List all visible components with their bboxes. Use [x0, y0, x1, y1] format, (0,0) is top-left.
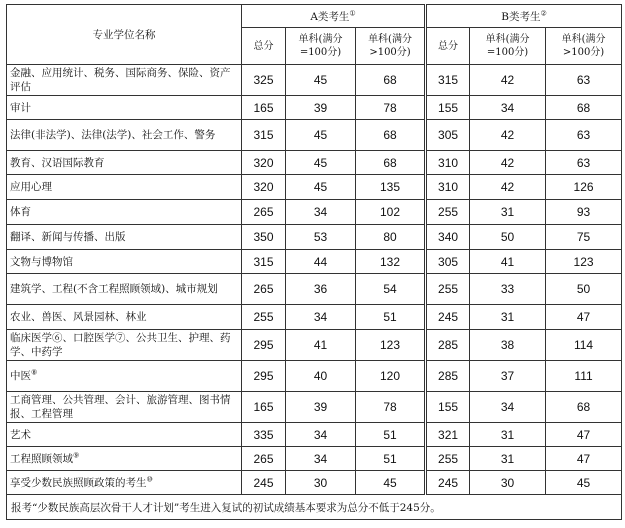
row-program-name [7, 250, 242, 274]
table-row [7, 361, 622, 392]
cell-b-total: 310 [426, 175, 470, 200]
cell-a-sgt100: 68 [356, 151, 426, 175]
cell-a-sgt100: 51 [356, 305, 426, 330]
row-program-name-text: 教育、汉语国际教育 [10, 156, 105, 169]
header-a-total: 总分 [242, 28, 286, 65]
header-group-b [426, 5, 622, 28]
row-program-name [7, 423, 242, 447]
row-program-name [7, 392, 242, 423]
row-program-name-text: 应用心理 [10, 181, 52, 193]
table-row [7, 471, 622, 495]
row-program-name [7, 151, 242, 175]
group-b-footnote-mark: ② [540, 9, 547, 17]
cell-a-s100: 53 [286, 225, 356, 250]
cell-a-s100: 45 [286, 151, 356, 175]
table-row [7, 330, 622, 361]
header-b-single-gt100-line2: >100分) [562, 47, 605, 58]
cell-b-total: 305 [426, 250, 470, 274]
cell-a-sgt100: 78 [356, 96, 426, 120]
cell-b-sgt100: 126 [546, 175, 622, 200]
cell-b-s100: 42 [470, 65, 546, 96]
table-row [7, 151, 622, 175]
cell-a-s100: 34 [286, 305, 356, 330]
row-program-name [7, 471, 242, 495]
row-program-name [7, 225, 242, 250]
cell-a-s100: 45 [286, 120, 356, 151]
cell-b-sgt100: 47 [546, 447, 622, 471]
cell-a-s100: 34 [286, 200, 356, 225]
row-program-name-text: 中医 [10, 370, 31, 382]
cell-a-sgt100: 132 [356, 250, 426, 274]
cell-a-sgt100: 135 [356, 175, 426, 200]
header-b-total: 总分 [426, 28, 470, 65]
cell-a-s100: 45 [286, 175, 356, 200]
header-a-single-100-line2: =100分) [299, 47, 342, 58]
row-program-name [7, 274, 242, 305]
cell-b-total: 315 [426, 65, 470, 96]
header-b-single-100 [470, 28, 546, 65]
cell-b-sgt100: 47 [546, 423, 622, 447]
table-row [7, 175, 622, 200]
cell-b-sgt100: 68 [546, 392, 622, 423]
cell-b-total: 255 [426, 274, 470, 305]
row-footnote-mark: ⑧ [31, 368, 38, 377]
header-a-single-100 [286, 28, 356, 65]
cell-a-sgt100: 54 [356, 274, 426, 305]
cell-b-sgt100: 63 [546, 120, 622, 151]
cell-b-s100: 42 [470, 151, 546, 175]
cell-a-total: 315 [242, 250, 286, 274]
cell-a-total: 295 [242, 330, 286, 361]
cell-a-total: 325 [242, 65, 286, 96]
header-a-single-gt100-line2: >100分) [369, 47, 411, 58]
cell-a-total: 335 [242, 423, 286, 447]
row-program-name-text: 工商管理、公共管理、会计、旅游管理、图书情报、工程管理 [10, 394, 231, 420]
row-program-name [7, 361, 242, 392]
note-text: 报考“少数民族高层次骨干人才计划”考生进入复试的初试成绩基本要求为总分不低于245分。 [7, 495, 622, 520]
cell-a-s100: 34 [286, 423, 356, 447]
cell-b-s100: 42 [470, 120, 546, 151]
cell-b-sgt100: 114 [546, 330, 622, 361]
table-row [7, 65, 622, 96]
cell-b-sgt100: 50 [546, 274, 622, 305]
cell-b-s100: 50 [470, 225, 546, 250]
cell-a-total: 320 [242, 175, 286, 200]
cell-b-s100: 31 [470, 447, 546, 471]
header-b-single-gt100-line1: 单科(满分 [561, 34, 606, 45]
cell-b-s100: 31 [470, 423, 546, 447]
cell-a-s100: 40 [286, 361, 356, 392]
header-name-column: 专业学位名称 [7, 5, 242, 65]
row-program-name-text: 体育 [10, 206, 31, 218]
table-row [7, 96, 622, 120]
cell-b-total: 255 [426, 447, 470, 471]
row-program-name-text: 文物与博物馆 [10, 255, 73, 268]
group-a-footnote-mark: ① [349, 9, 356, 17]
cell-b-total: 285 [426, 330, 470, 361]
header-row-groups [7, 5, 622, 28]
cell-b-s100: 42 [470, 175, 546, 200]
cell-b-s100: 34 [470, 96, 546, 120]
cell-b-s100: 31 [470, 305, 546, 330]
table-row [7, 305, 622, 330]
cell-b-s100: 34 [470, 392, 546, 423]
cell-b-sgt100: 68 [546, 96, 622, 120]
cell-a-total: 315 [242, 120, 286, 151]
cell-a-s100: 39 [286, 392, 356, 423]
row-program-name [7, 65, 242, 96]
cell-b-total: 285 [426, 361, 470, 392]
header-b-single-100-line2: =100分) [486, 47, 529, 58]
header-a-single-gt100 [356, 28, 426, 65]
row-program-name [7, 447, 242, 471]
table-row [7, 392, 622, 423]
row-program-name [7, 175, 242, 200]
row-program-name [7, 330, 242, 361]
row-program-name-text: 农业、兽医、风景园林、林业 [10, 311, 147, 323]
cell-a-sgt100: 78 [356, 392, 426, 423]
row-footnote-mark: ⑨ [73, 451, 80, 459]
row-program-name-text: 艺术 [10, 428, 31, 441]
row-program-name [7, 96, 242, 120]
cell-b-total: 255 [426, 200, 470, 225]
cell-a-s100: 36 [286, 274, 356, 305]
table-row [7, 447, 622, 471]
cell-a-sgt100: 102 [356, 200, 426, 225]
table-row [7, 274, 622, 305]
cell-a-sgt100: 120 [356, 361, 426, 392]
header-group-a [242, 5, 426, 28]
row-program-name-text: 翻译、新闻与传播、出版 [10, 231, 126, 243]
cell-a-total: 165 [242, 96, 286, 120]
cell-a-sgt100: 68 [356, 65, 426, 96]
row-footnote-mark: ⑩ [146, 475, 153, 483]
table-row [7, 225, 622, 250]
cell-a-s100: 39 [286, 96, 356, 120]
row-program-name [7, 305, 242, 330]
cell-b-total: 245 [426, 305, 470, 330]
cell-b-s100: 38 [470, 330, 546, 361]
cell-a-total: 265 [242, 274, 286, 305]
table-row [7, 250, 622, 274]
header-a-single-100-line1: 单科(满分 [298, 34, 343, 45]
row-program-name-text: 法律(非法学)、法律(法学)、社会工作、警务 [10, 129, 216, 141]
cell-b-total: 340 [426, 225, 470, 250]
cell-a-total: 265 [242, 447, 286, 471]
cell-a-sgt100: 51 [356, 447, 426, 471]
cell-b-s100: 41 [470, 250, 546, 274]
cell-a-s100: 45 [286, 65, 356, 96]
row-program-name-text: 金融、应用统计、税务、国际商务、保险、资产评估 [10, 67, 231, 93]
score-requirements-table [6, 4, 622, 520]
row-program-name-text: 享受少数民族照顾政策的考生 [10, 476, 147, 489]
group-b-label: B类考生 [501, 10, 541, 23]
table-row [7, 120, 622, 151]
cell-b-sgt100: 111 [546, 361, 622, 392]
cell-a-s100: 30 [286, 471, 356, 495]
cell-a-total: 350 [242, 225, 286, 250]
header-a-single-gt100-line1: 单科(满分 [368, 34, 412, 45]
cell-a-total: 165 [242, 392, 286, 423]
cell-b-sgt100: 75 [546, 225, 622, 250]
cell-b-total: 321 [426, 423, 470, 447]
cell-b-total: 155 [426, 96, 470, 120]
cell-b-sgt100: 123 [546, 250, 622, 274]
row-program-name-text: 工程照顾领域 [10, 452, 73, 465]
cell-b-total: 155 [426, 392, 470, 423]
cell-b-s100: 30 [470, 471, 546, 495]
cell-a-s100: 34 [286, 447, 356, 471]
cell-b-total: 310 [426, 151, 470, 175]
cell-b-sgt100: 63 [546, 65, 622, 96]
cell-b-sgt100: 45 [546, 471, 622, 495]
cell-a-s100: 44 [286, 250, 356, 274]
header-b-single-gt100 [546, 28, 622, 65]
cell-b-s100: 31 [470, 200, 546, 225]
row-program-name-text: 临床医学⑥、口腔医学⑦、公共卫生、护理、药学、中药学 [10, 332, 231, 358]
cell-a-sgt100: 80 [356, 225, 426, 250]
cell-a-total: 320 [242, 151, 286, 175]
cell-a-sgt100: 51 [356, 423, 426, 447]
cell-a-sgt100: 68 [356, 120, 426, 151]
cell-a-s100: 41 [286, 330, 356, 361]
cell-b-s100: 33 [470, 274, 546, 305]
cell-a-sgt100: 45 [356, 471, 426, 495]
table-body [7, 65, 622, 495]
row-program-name [7, 120, 242, 151]
cell-a-total: 245 [242, 471, 286, 495]
cell-b-s100: 37 [470, 361, 546, 392]
note-row [7, 495, 622, 520]
cell-b-total: 305 [426, 120, 470, 151]
cell-b-sgt100: 93 [546, 200, 622, 225]
group-a-label: A类考生 [310, 10, 350, 23]
row-program-name [7, 200, 242, 225]
table-row [7, 200, 622, 225]
cell-a-total: 255 [242, 305, 286, 330]
cell-b-sgt100: 63 [546, 151, 622, 175]
cell-a-total: 265 [242, 200, 286, 225]
table-row [7, 423, 622, 447]
cell-b-sgt100: 47 [546, 305, 622, 330]
cell-a-total: 295 [242, 361, 286, 392]
cell-a-sgt100: 123 [356, 330, 426, 361]
header-b-single-100-line1: 单科(满分 [485, 34, 530, 45]
row-program-name-text: 审计 [10, 101, 31, 114]
cell-b-total: 245 [426, 471, 470, 495]
row-program-name-text: 建筑学、工程(不含工程照顾领域)、城市规划 [10, 283, 218, 295]
